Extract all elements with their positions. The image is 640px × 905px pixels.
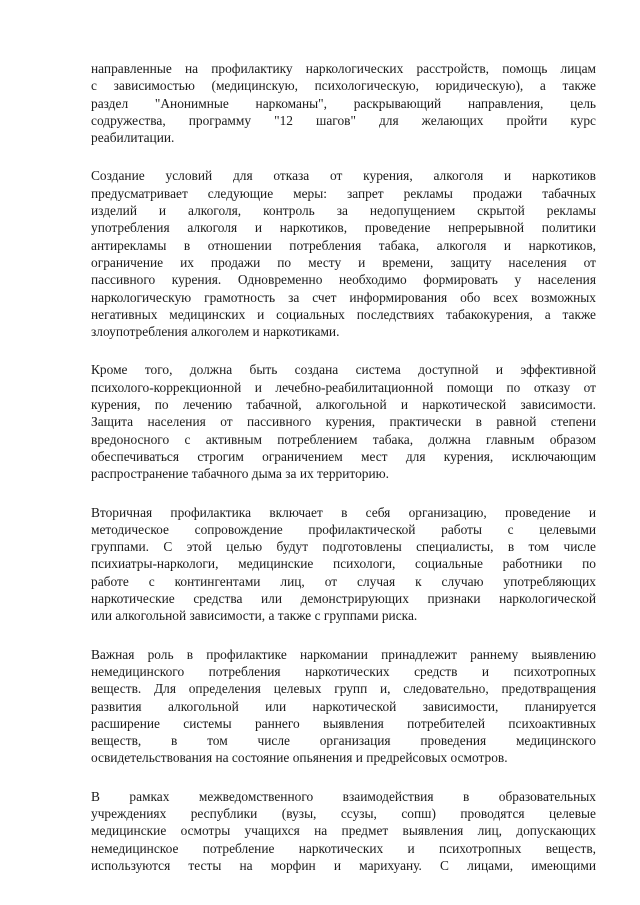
paragraph-5: [91, 646, 596, 767]
text-line: работе с контингентами лиц, от случая к случаю употребляющих: [91, 573, 596, 589]
text-line: методическое сопровождение профилактической работы с целевыми: [91, 521, 596, 537]
paragraph-3: [91, 361, 596, 482]
text-line: ограничение их продажи по месту и времени, защиту населения от: [91, 254, 596, 270]
text-line: немедицинское потребление наркотических и психотропных веществ,: [91, 840, 596, 856]
text-line: учреждениях республики (вузы, ссузы, сопш) проводятся целевые: [91, 805, 596, 821]
text-line: Кроме того, должна быть создана система доступной и эффективной: [91, 362, 596, 378]
text-line: реабилитации.: [91, 130, 175, 146]
text-line: предусматривает следующие меры: запрет рекламы продажи табачных: [91, 185, 596, 201]
text-line: медицинские осмотры учащихся на предмет выявления лиц, допускающих: [91, 823, 596, 839]
text-line: веществ. Для определения целевых групп и, следовательно, предотвращения: [91, 681, 596, 697]
text-line: злоупотребления алкоголем и наркотиками.: [91, 324, 340, 340]
text-line: расширение системы раннего выявления потребителей психоактивных: [91, 715, 596, 731]
text-line: используются тесты на морфин и марихуану. С лицами, имеющими: [91, 857, 596, 873]
text-line: вредоносного с активным потреблением табака, должна главным образом: [91, 431, 596, 447]
text-line: раздел "Анонимные наркоманы", раскрывающий направления, цель: [91, 95, 596, 111]
text-line: пассивного курения. Одновременно необходимо формировать у населения: [91, 272, 596, 288]
paragraph-6: [91, 788, 596, 874]
paragraph-1: [91, 60, 596, 146]
text-line: Вторичная профилактика включает в себя организацию, проведение и: [91, 504, 596, 520]
text-line: курения, по лечению табачной, алкогольной и наркотической зависимости.: [91, 397, 596, 413]
text-line: немедицинского потребления наркотических средств и психотропных: [91, 663, 596, 679]
text-line: Защита населения от пассивного курения, практически в равной степени: [91, 414, 596, 430]
text-line: развития алкогольной или наркотической зависимости, планируется: [91, 698, 596, 714]
text-line: с зависимостью (медицинскую, психологическую, юридическую), а также: [91, 78, 596, 94]
text-line: антирекламы в отношении потребления табака, алкоголя и наркотиков,: [91, 237, 596, 253]
text-line: группами. С этой целью будут подготовлены специалисты, в том числе: [91, 539, 596, 555]
paragraph-2: [91, 167, 596, 340]
text-line: распространение табачного дыма за их территорию.: [91, 466, 389, 482]
document-body: [91, 60, 596, 895]
text-line: негативных медицинских и социальных последствиях табакокурения, а также: [91, 306, 596, 322]
text-line: освидетельствования на состояние опьянения и предрейсовых осмотров.: [91, 750, 508, 766]
paragraph-4: [91, 504, 596, 625]
text-line: Создание условий для отказа от курения, алкоголя и наркотиков: [91, 168, 596, 184]
text-line: употребления алкоголя и наркотиков, проведение непрерывной политики: [91, 220, 596, 236]
text-line: Важная роль в профилактике наркомании принадлежит раннему выявлению: [91, 646, 596, 662]
text-line: наркотические средства или демонстрирующих признаки наркологической: [91, 591, 596, 607]
text-line: содружества, программу "12 шагов" для желающих пройти курс: [91, 112, 596, 128]
text-line: обеспечиваться строгим ограничением мест для курения, исключающим: [91, 448, 596, 464]
text-line: изделий и алкоголя, контроль за недопущением скрытой рекламы: [91, 203, 596, 219]
text-line: направленные на профилактику наркологических расстройств, помощь лицам: [91, 61, 596, 76]
text-line: психиатры-наркологи, медицинские психологи, социальные работники по: [91, 556, 596, 572]
text-line: или алкогольной зависимости, а также с группами риска.: [91, 608, 418, 624]
text-line: В рамках межведомственного взаимодействия в образовательных: [91, 788, 596, 804]
text-line: психолого-коррекционной и лечебно-реабилитационной помощи по отказу от: [91, 379, 596, 395]
text-line: наркологическую грамотность за счет информирования обо всех возможных: [91, 289, 596, 305]
text-line: веществ, в том числе организация проведения медицинского: [91, 733, 596, 749]
